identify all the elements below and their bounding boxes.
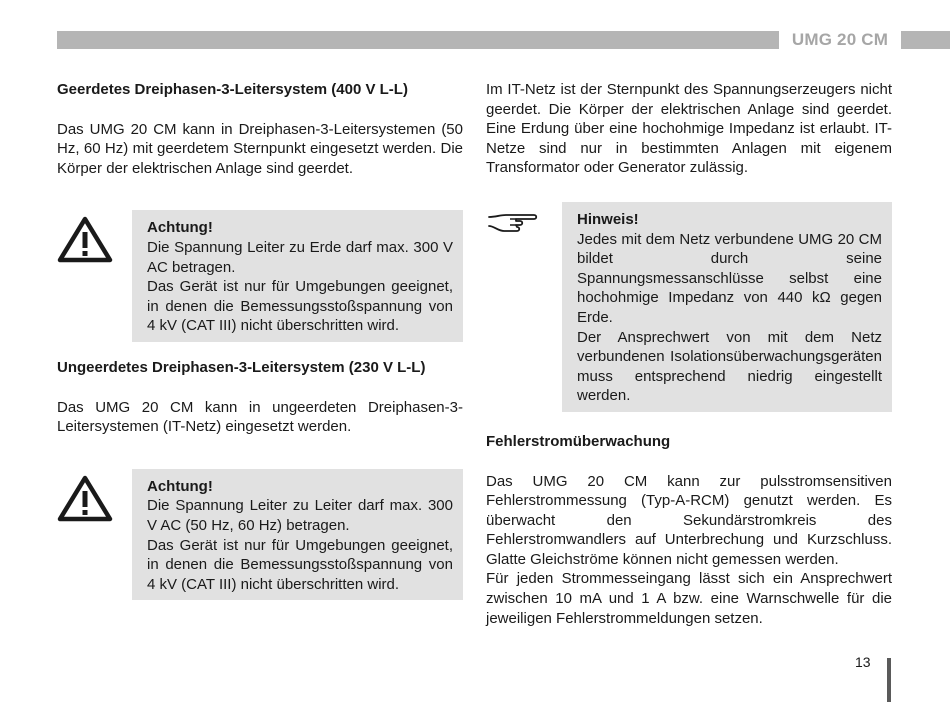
hint-title: Hinweis! [577, 210, 639, 228]
section-heading-grounded: Geerdetes Dreiphasen-3-Leitersystem (400 V L-L) [57, 81, 408, 98]
warning-triangle-icon [57, 215, 113, 263]
warning-box-1 [132, 210, 463, 342]
hint-box [562, 202, 892, 412]
warning-line: Das Gerät ist nur für Umgebungen geeignet, in denen die Bemessungsstoßspannung von 4 kV (CAT III) nicht überschritten wird. [147, 278, 453, 335]
page-edge-rule [887, 658, 891, 702]
warning-box-2 [132, 469, 463, 601]
right-column [486, 80, 892, 628]
section-heading-residual-current: Fehlerstromüberwachung [486, 432, 671, 450]
hint-line: Der Ansprechwert von mit dem Netz verbundenen Isolationsüberwachungsgeräten muss entsprechend niedrig eingestellt werden. [577, 328, 882, 405]
warning-line: Die Spannung Leiter zu Erde darf max. 300 V AC betragen. [147, 238, 453, 276]
pointing-hand-icon [486, 212, 540, 234]
hint-line: Jedes mit dem Netz verbundene UMG 20 CM bildet durch seine Spannungsmessanschlüsse selbst eine hochohmige Impedanz von 440 kΩ gegen Erde. [577, 230, 882, 326]
paragraph-grounded: Das UMG 20 CM kann in Dreiphasen-3-Leitersystemen (50 Hz, 60 Hz) mit geerdetem Sternpunkt eingesetzt werden. Die Körper der elektrischen Anlage sind geerdet. [57, 120, 463, 177]
section-heading-ungrounded: Ungeerdetes Dreiphasen-3-Leitersystem (230 V L-L) [57, 358, 426, 376]
hint-note [486, 202, 892, 412]
warning-title: Achtung! [147, 477, 213, 495]
page-number: 13 [855, 654, 871, 670]
warning-title: Achtung! [147, 219, 213, 237]
paragraph-it-network: Im IT-Netz ist der Sternpunkt des Spannungserzeugers nicht geerdet. Die Körper der elektrischen Anlage sind geerdet. Eine Erdung über eine hochohmige Impedanz ist erlaubt. IT-Netze sind nur in bestimmten Anlagen mit eigenem Transformator oder Generator zulässig. [486, 81, 892, 177]
paragraph-ungrounded: Das UMG 20 CM kann in ungeerdeten Dreiphasen-3-Leitersystemen (IT-Netz) eingesetzt werden. [57, 398, 463, 436]
warning-note-1 [57, 210, 463, 342]
warning-triangle-icon [57, 474, 113, 522]
document-title: UMG 20 CM [779, 27, 901, 52]
paragraph-residual-current-2: Für jeden Strommesseingang lässt sich ein Ansprechwert zwischen 10 mA und 1 A bzw. eine Warnschwelle für die jeweiligen Fehlerstrommeldungen setzen. [486, 570, 892, 627]
warning-line: Das Gerät ist nur für Umgebungen geeignet, in denen die Bemessungsstoßspannung von 4 kV (CAT III) nicht überschritten wird. [147, 536, 453, 593]
left-column [57, 80, 463, 600]
warning-note-2 [57, 469, 463, 601]
paragraph-residual-current-1: Das UMG 20 CM kann zur pulsstromsensitiven Fehlerstrommessung (Typ-A-RCM) genutzt werden. Es überwacht den Sekundärstromkreis des Fehlerstromwandlers auf Unterbrechung und Kurzschluss. Glatte Gleichströme können nicht gemessen werden. [486, 472, 892, 568]
warning-line: Die Spannung Leiter zu Leiter darf max. 300 V AC (50 Hz, 60 Hz) betragen. [147, 497, 453, 534]
